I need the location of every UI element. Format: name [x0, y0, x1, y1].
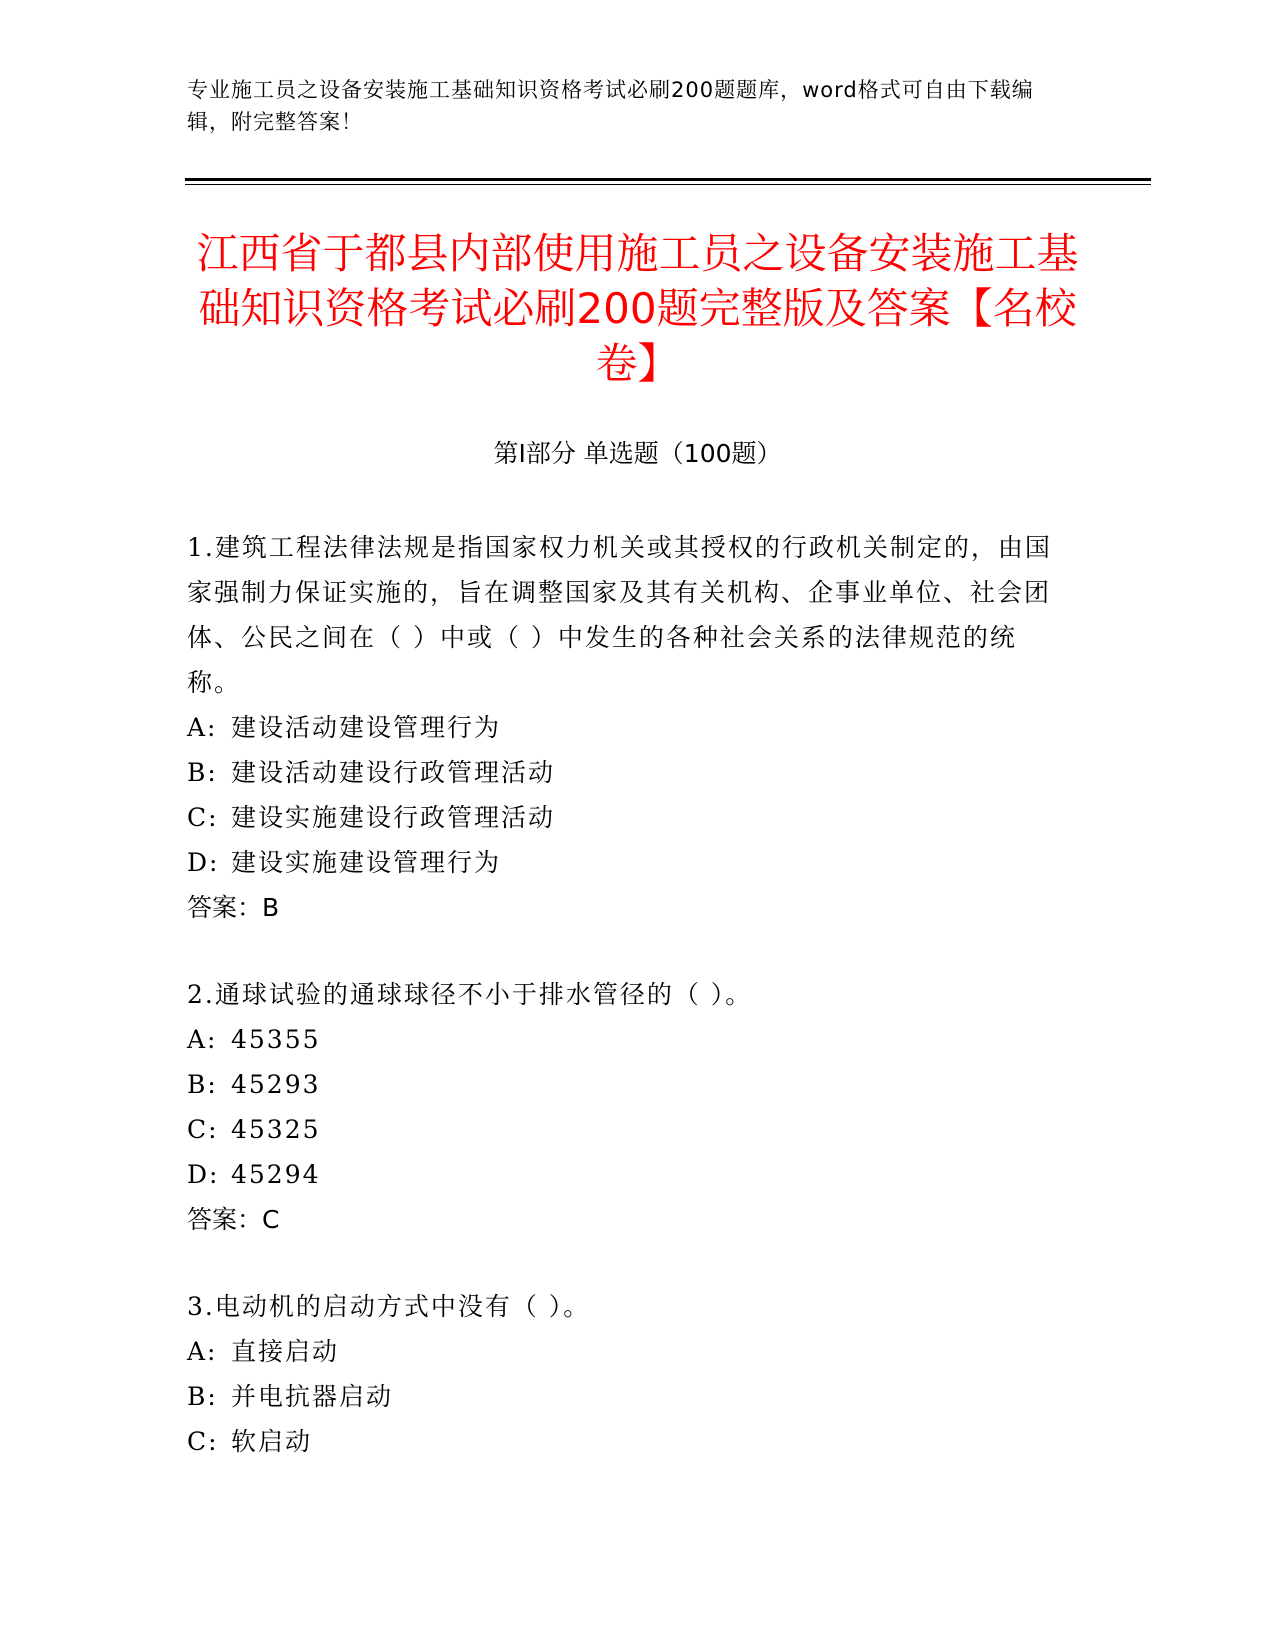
option-key: B: — [187, 758, 218, 787]
option-text: 45294 — [231, 1160, 321, 1189]
option-key: B: — [187, 1070, 218, 1099]
option-text: 45293 — [231, 1070, 321, 1099]
option-key: D: — [187, 1160, 220, 1189]
option-key: C: — [187, 1115, 219, 1144]
header-rule-thin — [185, 184, 1151, 185]
option-c — [187, 1107, 1067, 1152]
option-key: A: — [187, 1025, 218, 1054]
option-c — [187, 1419, 1067, 1464]
option-text: 并电抗器启动 — [231, 1382, 394, 1411]
option-key: A: — [187, 1337, 218, 1366]
option-text: 45355 — [231, 1025, 321, 1054]
option-d — [187, 1152, 1067, 1197]
header-rule-thick — [185, 178, 1151, 181]
question-2 — [187, 972, 1067, 1242]
option-b — [187, 1374, 1067, 1419]
option-text: 45325 — [231, 1115, 321, 1144]
option-c — [187, 795, 1067, 840]
answer-line: 答案：B — [187, 893, 280, 922]
option-a — [187, 705, 1067, 750]
document-title: 江西省于都县内部使用施工员之设备安装施工基础知识资格考试必刷200题完整版及答案【名校卷】 — [196, 229, 1079, 388]
question-stem: 2.通球试验的通球球径不小于排水管径的（ ）。 — [187, 980, 753, 1009]
option-b — [187, 1062, 1067, 1107]
question-3 — [187, 1284, 1067, 1464]
option-text: 建设活动建设行政管理活动 — [231, 758, 556, 787]
option-text: 软启动 — [231, 1427, 313, 1456]
option-key: C: — [187, 1427, 219, 1456]
option-text: 建设实施建设行政管理活动 — [231, 803, 556, 832]
option-d — [187, 840, 1067, 885]
option-a — [187, 1329, 1067, 1374]
question-stem: 1.建筑工程法律法规是指国家权力机关或其授权的行政机关制定的，由国家强制力保证实施的，旨在调整国家及其有关机构、企事业单位、社会团体、公民之间在（ ）中或（ ）中发生的各种社会关系的法律规范的统称。 — [187, 533, 1052, 697]
option-key: D: — [187, 848, 220, 877]
option-key: C: — [187, 803, 219, 832]
option-text: 建设实施建设管理行为 — [231, 848, 502, 877]
question-1 — [187, 525, 1067, 930]
option-text: 建设活动建设管理行为 — [231, 713, 502, 742]
option-key: A: — [187, 713, 218, 742]
option-b — [187, 750, 1067, 795]
question-stem: 3.电动机的启动方式中没有（ ）。 — [187, 1292, 591, 1321]
answer-line: 答案：C — [187, 1205, 280, 1234]
section-heading: 第Ⅰ部分 单选题（100题） — [493, 439, 782, 468]
option-text: 直接启动 — [231, 1337, 340, 1366]
option-a — [187, 1017, 1067, 1062]
option-key: B: — [187, 1382, 218, 1411]
question-list — [187, 525, 1067, 1506]
header-note: 专业施工员之设备安装施工基础知识资格考试必刷200题题库，word格式可自由下载编辑，附完整答案！ — [187, 78, 1034, 134]
